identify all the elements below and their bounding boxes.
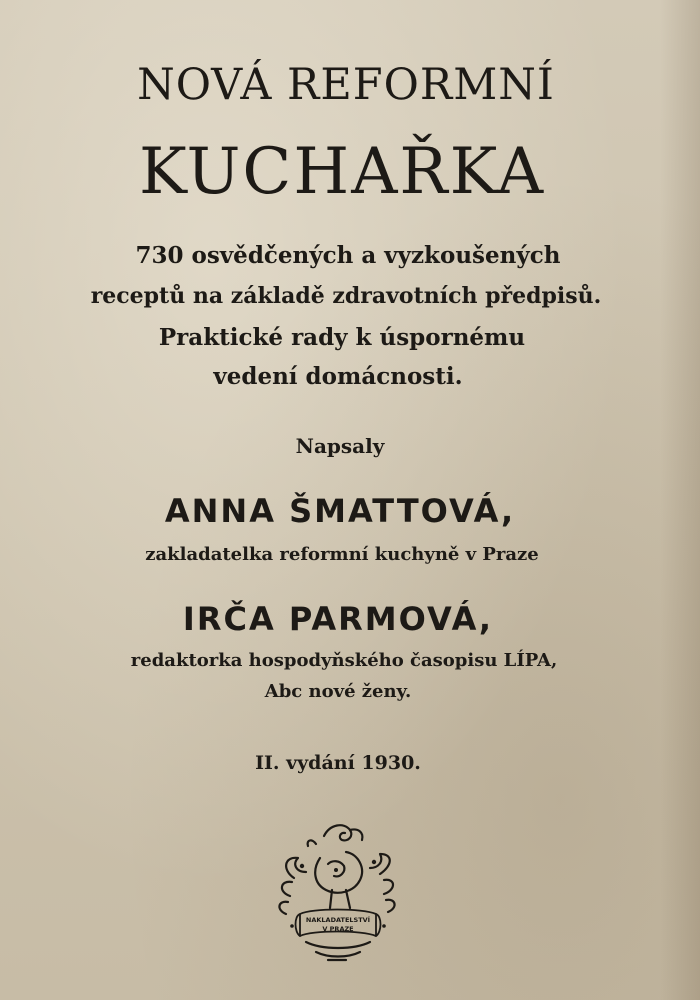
book-title-line-2: KUCHAŘKA (138, 135, 546, 209)
author-1-role: zakladatelka reformní kuchyně v Praze (145, 544, 539, 565)
author-2-role-line-1: redaktorka hospodyňského časopisu LÍPA, (130, 650, 558, 671)
emblem-text-line-1: NAKLADATELSTVÍ (305, 916, 371, 924)
book-title-line-1: NOVÁ REFORMNÍ (137, 60, 555, 110)
written-by-label: Napsaly (295, 434, 385, 458)
edition-note: II. vydání 1930. (255, 752, 421, 774)
author-name-1: ANNA ŠMATTOVÁ, (164, 492, 516, 530)
emblem-text-line-2: V PRAZE (322, 925, 354, 933)
subtitle-line-2: receptů na základě zdravotních předpisů. (90, 283, 602, 309)
author-name-2: IRČA PARMOVÁ, (182, 600, 494, 638)
subtitle-line-1: 730 osvědčených a vyzkoušených (135, 242, 561, 269)
author-2-role-line-2: Abc nové ženy. (264, 681, 412, 702)
subtitle-line-4: vedení domácnosti. (213, 363, 463, 390)
publisher-emblem-icon (272, 818, 402, 968)
subtitle-line-3: Praktické rady k úspornému (158, 324, 526, 351)
